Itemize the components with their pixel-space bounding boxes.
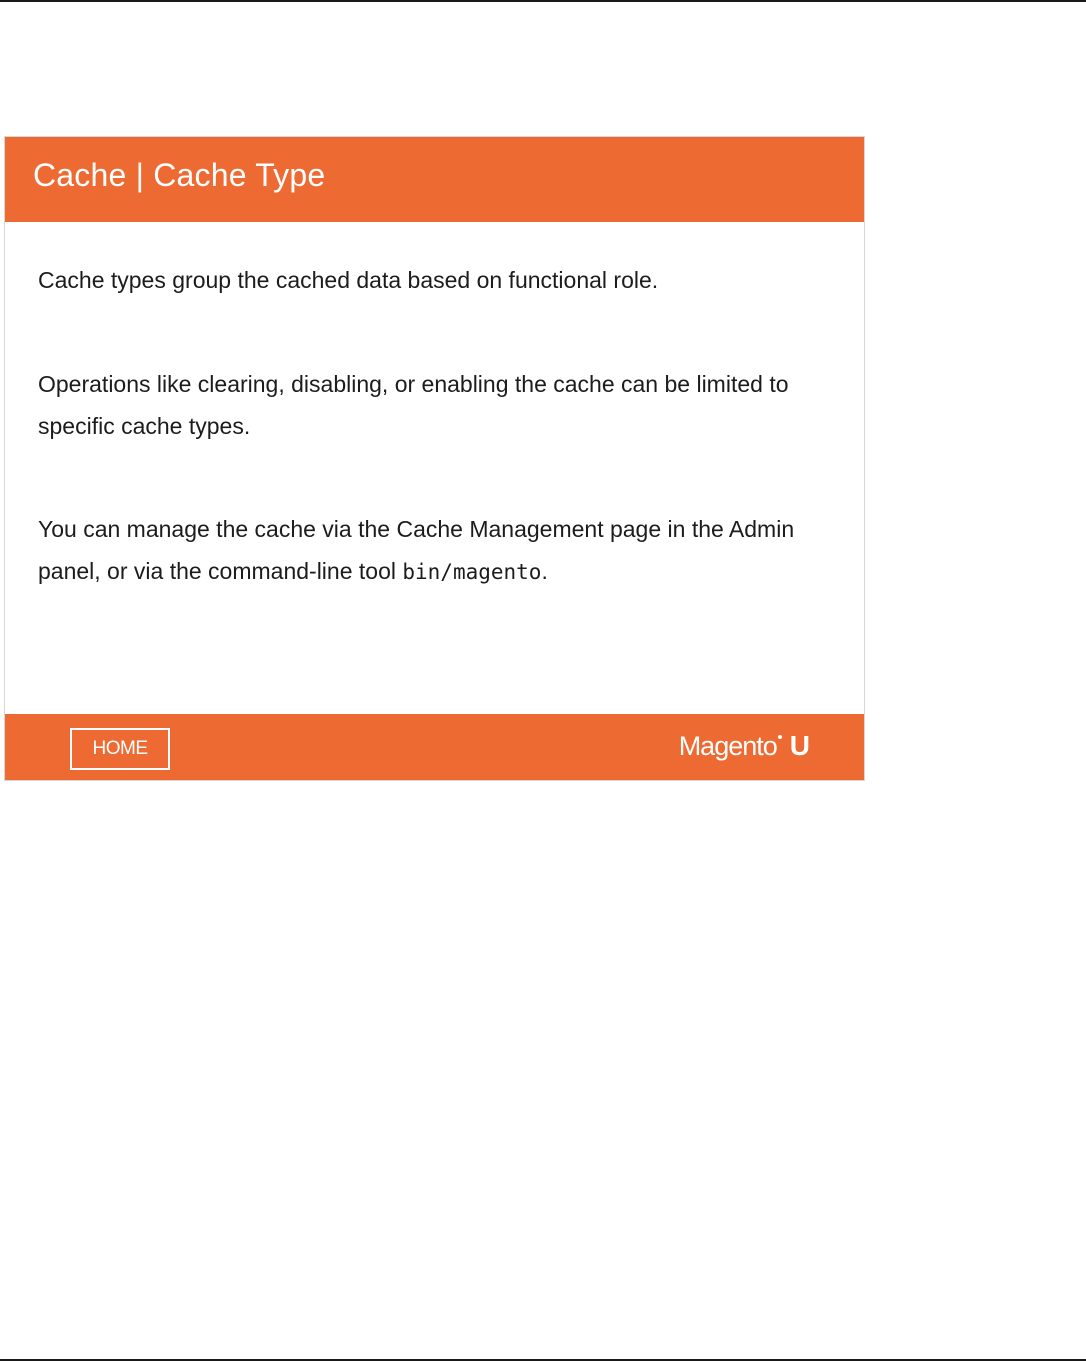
slide-footer [5,714,864,780]
home-button[interactable]: HOME [70,728,170,770]
paragraph-cache-types: Cache types group the cached data based on functional role. [38,267,659,293]
logo-wordmark: Magento [678,731,777,761]
paragraph-manage-cache [38,508,798,593]
paragraph-manage-cache-end: . [541,558,548,584]
command-line-tool-code: bin/magento [402,560,542,584]
paragraph-manage-cache-text: You can manage the cache via the Cache Management page in the Admin panel, or via the command-line tool [38,516,795,584]
top-rule [0,0,1086,2]
slide-title: Cache | Cache Type [33,157,326,193]
slide-card [4,136,865,781]
bottom-rule [0,1359,1086,1361]
logo-u-mark: U [789,730,810,761]
magento-u-logo [679,730,810,762]
slide-header [5,137,864,222]
paragraph-operations: Operations like clearing, disabling, or enabling the cache can be limited to specific cache types. [38,371,789,439]
logo-dot [778,735,782,739]
